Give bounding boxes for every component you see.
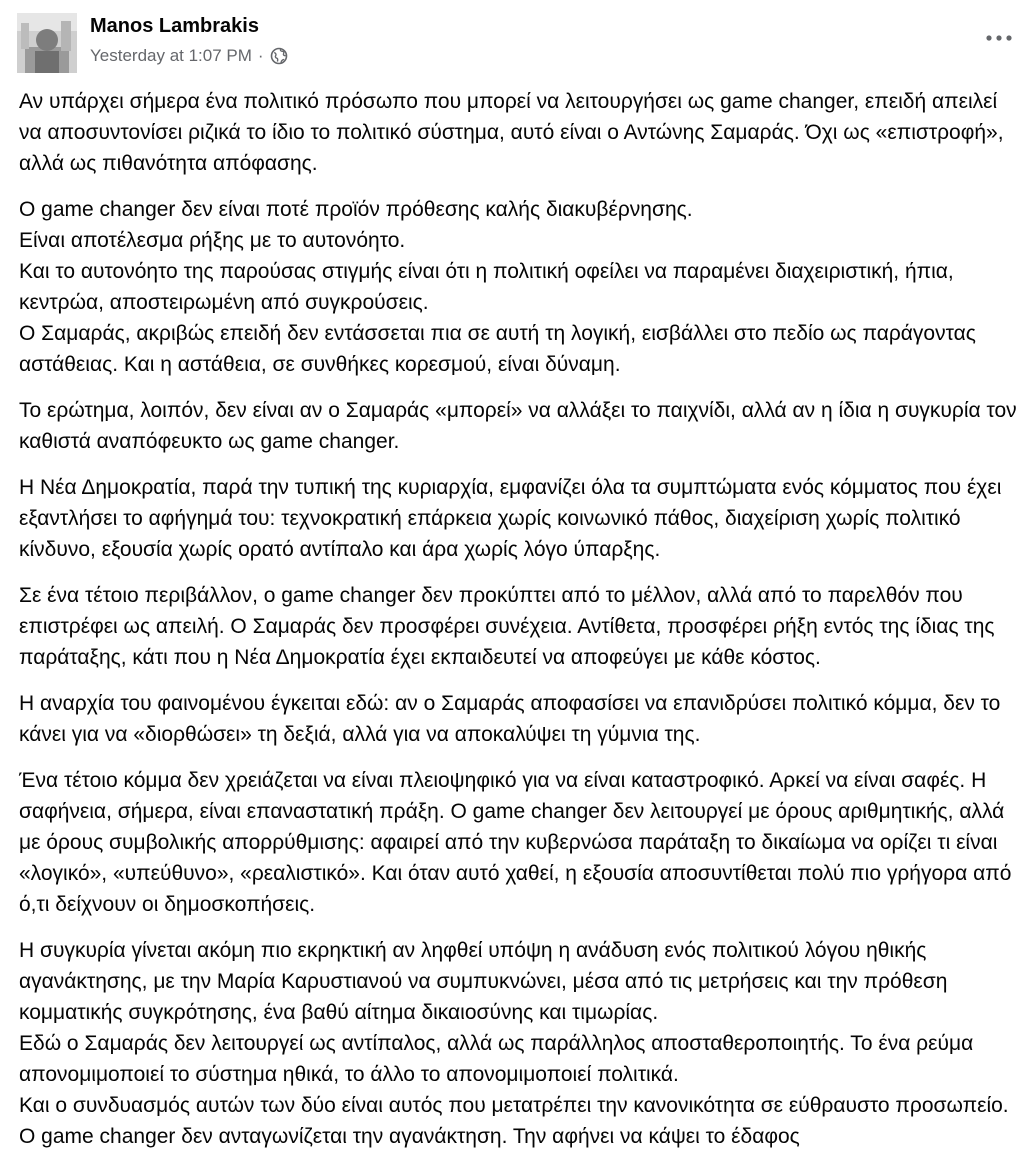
avatar-image	[17, 13, 77, 73]
globe-icon[interactable]	[270, 47, 288, 65]
post-paragraph: Η αναρχία του φαινομένου έγκειται εδώ: αν ο Σαμαράς αποφασίσει να επανιδρύσει πολιτικό κόμμα, δεν το κάνει για να «διορθώσει» τη δεξιά, αλλά για να αποκαλύψει τη γύμνια της.	[19, 692, 1001, 746]
post-body	[19, 86, 1025, 1167]
post-meta	[90, 45, 288, 67]
post-paragraph: Η Νέα Δημοκρατία, παρά την τυπική της κυριαρχία, εμφανίζει όλα τα συμπτώματα ενός κόμματος που έχει εξαντλήσει το αφήγημά του: τεχνοκρατική επάρκεια χωρίς κοινωνικό πάθος, διαχείριση χωρίς πολιτικό κίνδυνο, εξουσία χωρίς ορατό αντίπαλο και άρα χωρίς λόγο ύπαρξης.	[19, 476, 1002, 561]
post-paragraph: Ένα τέτοιο κόμμα δεν χρειάζεται να είναι πλειοψηφικό για να είναι καταστροφικό. Αρκεί να είναι σαφές. Η σαφήνεια, σήμερα, είναι επαναστατική πράξη. Ο game changer δεν λειτουργεί με όρους αριθμητικής, αλλά με όρους συμβολικής απορρύθμισης: αφαιρεί από την κυβερνώσα παράταξη το δικαίωμα να ορίζει τι είναι «λογικό», «υπεύθυνο», «ρεαλιστικό». Και όταν αυτό χαθεί, η εξουσία αποσυντίθεται πολύ πιο γρήγορα από ό,τι δείχνουν οι δημοσκοπήσεις.	[19, 769, 1012, 916]
more-horizontal-icon	[986, 35, 1012, 41]
author-name[interactable]: Manos Lambrakis	[90, 15, 259, 37]
post-paragraph: Αν υπάρχει σήμερα ένα πολιτικό πρόσωπο που μπορεί να λειτουργήσει ως game changer, επειδή απειλεί να αποσυντονίσει ριζικά το ίδιο το πολιτικό σύστημα, αυτό είναι ο Αντώνης Σαμαράς. Όχι ως «επιστροφή», αλλά ως πιθανότητα απόφασης.	[19, 90, 1004, 175]
post-paragraph: Ο game changer δεν είναι ποτέ προϊόν πρόθεσης καλής διακυβέρνησης. Είναι αποτέλεσμα ρήξης με το αυτονόητο. Και το αυτονόητο της παρούσας στιγμής είναι ότι η πολιτική οφείλει να παραμένει διαχειριστική, ήπια, κεντρώα, αποστειρωμένη από συγκρούσεις. Ο Σαμαράς, ακριβώς επειδή δεν εντάσσεται πια σε αυτή τη λογική, εισβάλλει στο πεδίο ως παράγοντας αστάθειας. Και η αστάθεια, σε συνθήκες κορεσμού, είναι δύναμη.	[19, 198, 976, 376]
post-paragraph: Το ερώτημα, λοιπόν, δεν είναι αν ο Σαμαράς «μπορεί» να αλλάξει το παιχνίδι, αλλά αν η ίδια η συγκυρία τον καθιστά αναπόφευκτο ως game changer.	[19, 399, 1017, 453]
avatar[interactable]	[17, 13, 77, 73]
post-header	[0, 0, 1027, 80]
post-paragraph: Σε ένα τέτοιο περιβάλλον, ο game changer δεν προκύπτει από το μέλλον, αλλά από το παρελθόν που επιστρέφει ως απειλή. Ο Σαμαράς δεν προσφέρει συνέχεια. Αντίθετα, προσφέρει ρήξη εντός της ίδιας της παράταξης, κάτι που η Νέα Δημοκρατία έχει εκπαιδευτεί να αποφεύγει με κάθε κόστος.	[19, 584, 995, 669]
more-options-button[interactable]	[981, 24, 1017, 52]
post-paragraph: Η συγκυρία γίνεται ακόμη πιο εκρηκτική αν ληφθεί υπόψη η ανάδυση ενός πολιτικού λόγου ηθικής αγανάκτησης, με την Μαρία Καρυστιανού να συμπυκνώνει, μέσα από τις μετρήσεις και την πρόθεση κομματικής συγκρότησης, ένα βαθύ αίτημα δικαιοσύνης και τιμωρίας. Εδώ ο Σαμαράς δεν λειτουργεί ως αντίπαλος, αλλά ως παράλληλος αποσταθεροποιητής. Το ένα ρεύμα απονομιμοποιεί το σύστημα ηθικά, το άλλο το απονομιμοποιεί πολιτικά. Και ο συνδυασμός αυτών των δύο είναι αυτός που μετατρέπει την κανονικότητα σε εύθραυστο προσωπείο. Ο game changer δεν ανταγωνίζεται την αγανάκτηση. Την αφήνει να κάψει το έδαφος	[19, 939, 1009, 1148]
post-timestamp[interactable]: Yesterday at 1:07 PM	[90, 46, 252, 65]
meta-separator: ·	[257, 46, 264, 65]
